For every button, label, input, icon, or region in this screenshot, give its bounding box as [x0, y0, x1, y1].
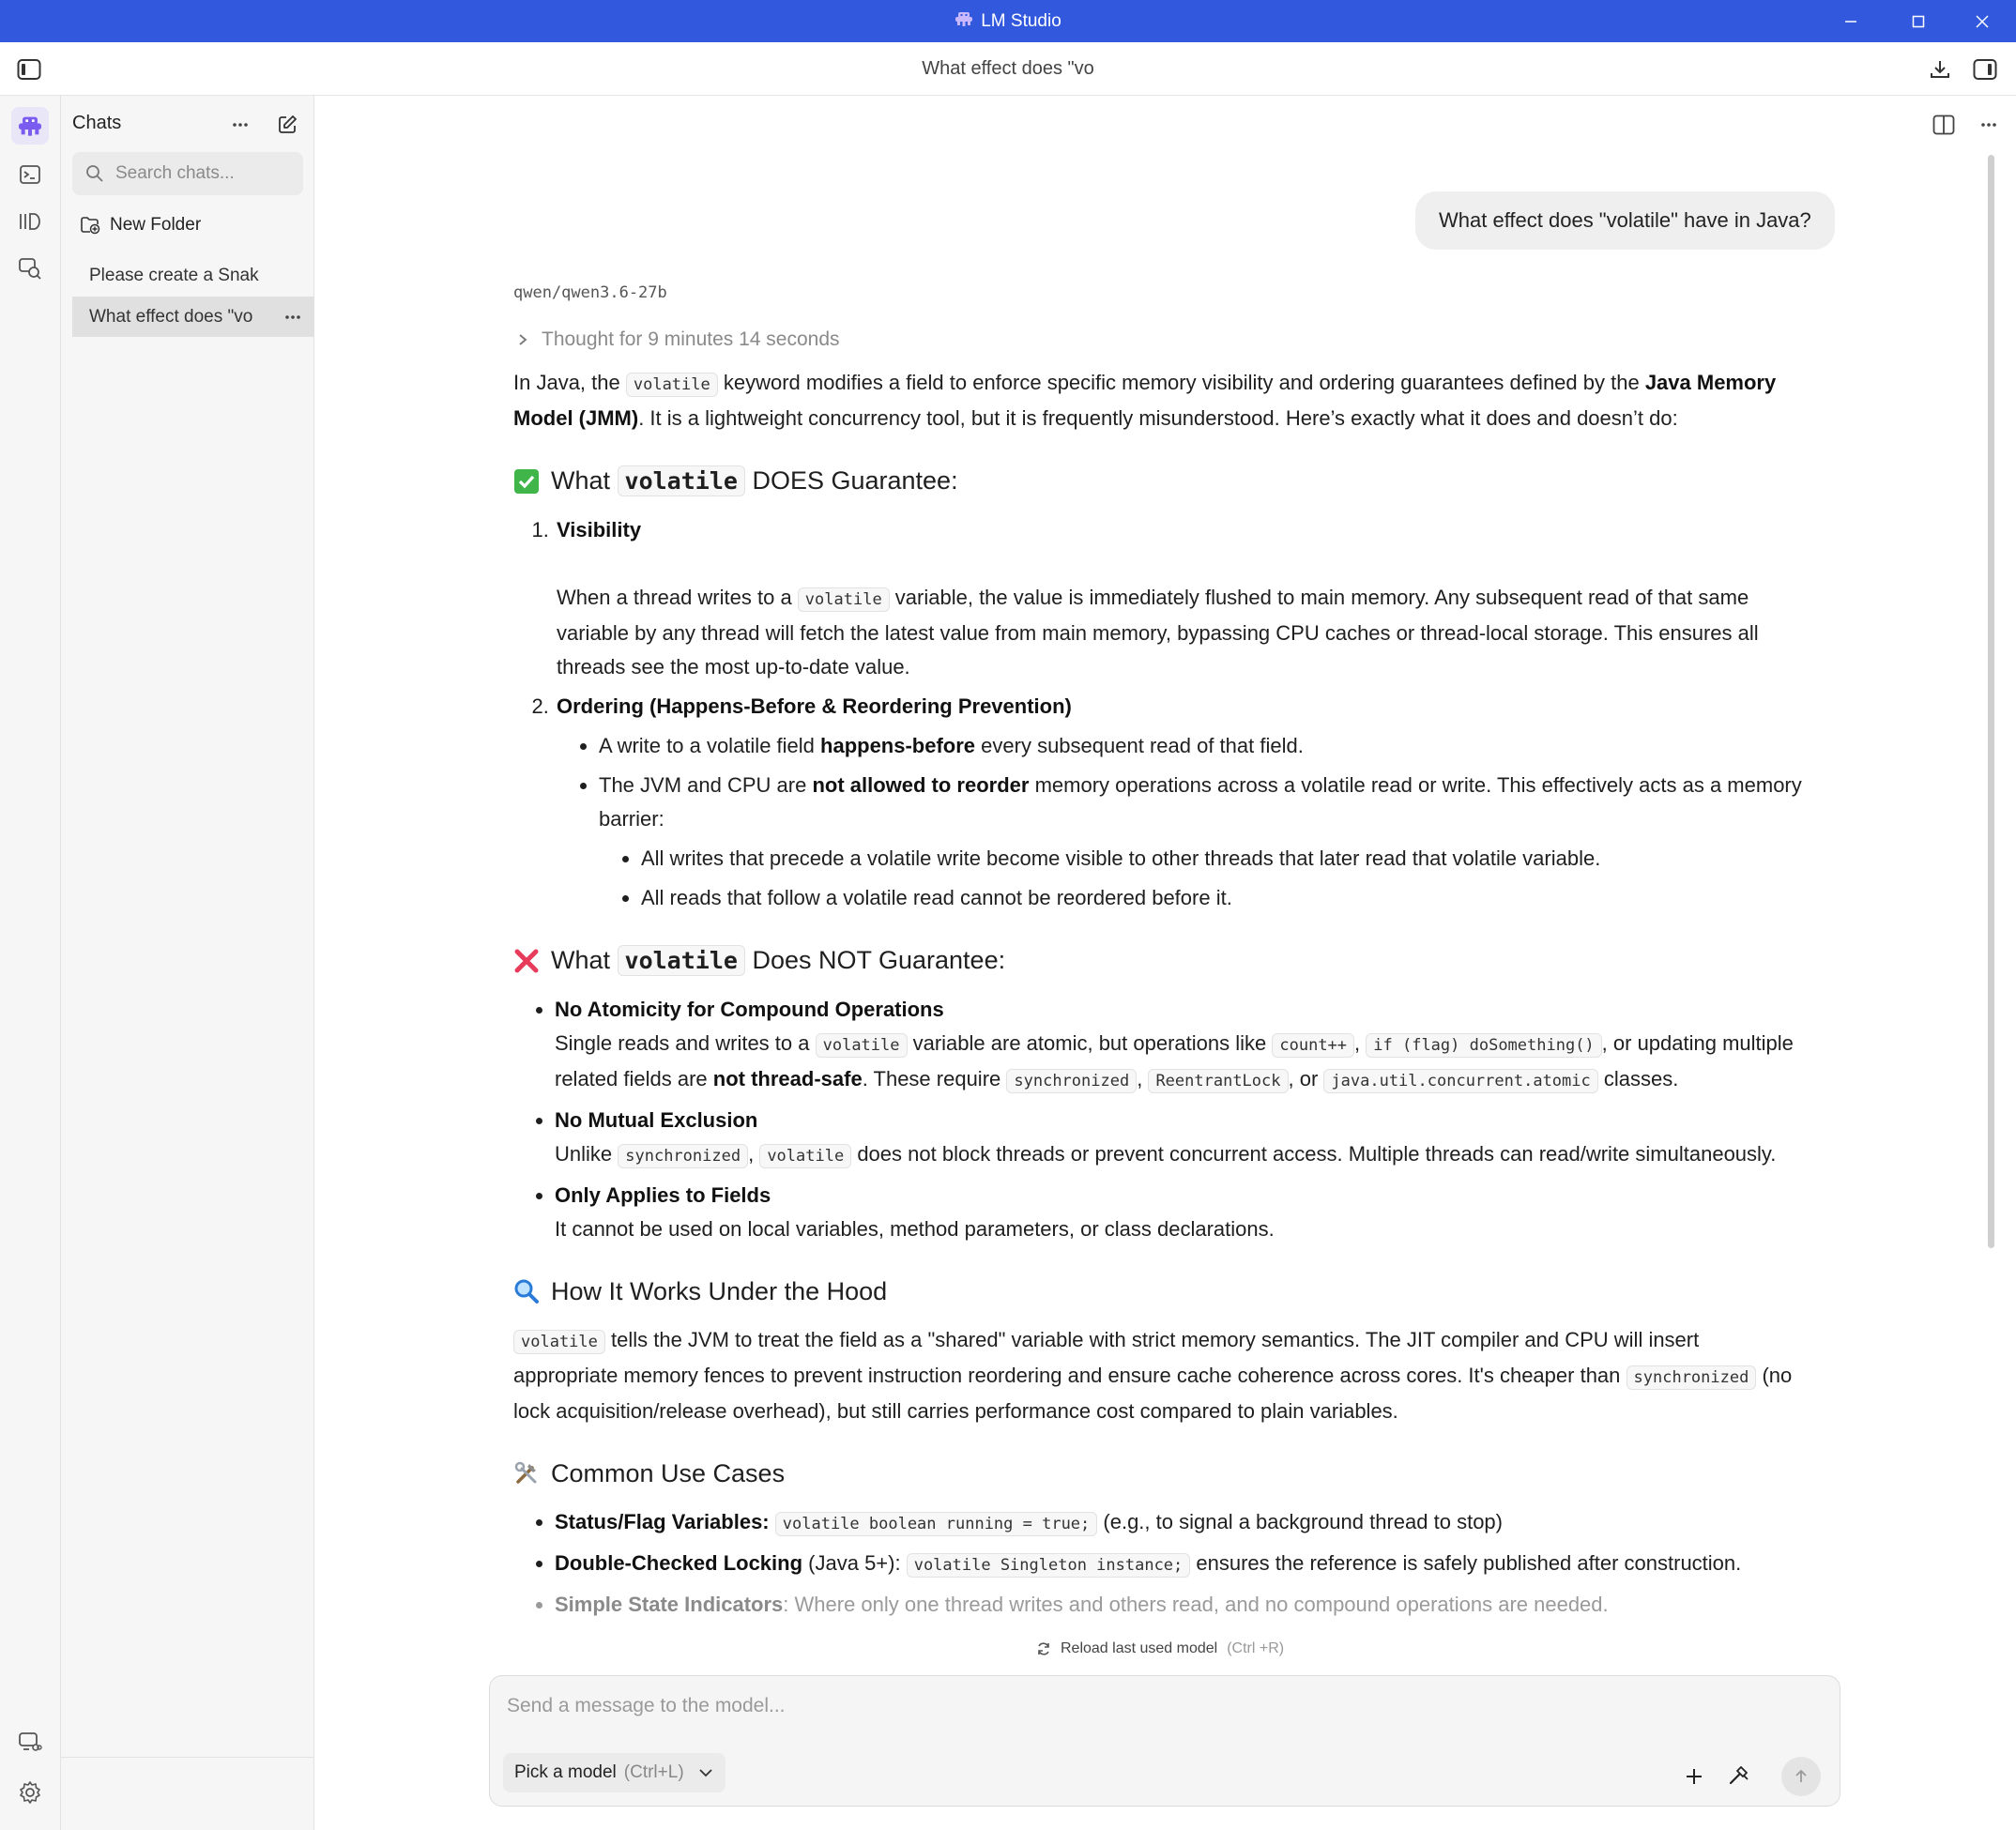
new-folder-label: New Folder [110, 215, 202, 235]
close-icon [1975, 14, 1990, 29]
rail-settings-button[interactable] [11, 1774, 49, 1811]
reload-label: Reload last used model [1061, 1640, 1218, 1656]
send-button[interactable] [1781, 1757, 1821, 1796]
minimize-icon [1843, 14, 1858, 29]
chat-list-item-active[interactable] [72, 297, 314, 337]
new-folder-button[interactable] [80, 210, 201, 240]
user-message-text: What effect does "volatile" have in Java? [1439, 208, 1811, 232]
reload-model-button[interactable] [1036, 1635, 1284, 1663]
list-item: • The JVM and CPU are not allowed to reorder memory operations across a volatile read or write. This effectively acts as a memory barrier: • All writes that precede a volatile write become visible to other threads that later read that volatile variable. • All reads that follow a volatile read cannot be reordered before it. [599, 769, 1809, 915]
list-item: • A write to a volatile field happens-before every subsequent read of that field. [599, 729, 1809, 763]
message-input[interactable] [507, 1695, 1802, 1732]
compose-icon [277, 114, 298, 135]
section-heading-under-the-hood: How It Works Under the Hood [513, 1273, 1809, 1310]
sidebar-heading: Chats [72, 113, 122, 133]
guarantees-list [555, 513, 1809, 915]
chat-scrollbar[interactable] [1988, 155, 1994, 1248]
chats-sidebar [61, 96, 314, 1830]
right-panel-icon [1973, 58, 1997, 81]
attach-button[interactable] [1676, 1759, 1712, 1794]
chat-mascot-icon [17, 114, 43, 137]
rail-developer-button[interactable] [11, 156, 49, 193]
rail-remote-button[interactable] [11, 1723, 49, 1761]
arrow-up-icon [1792, 1767, 1810, 1786]
list-item: • No Atomicity for Compound Operations Single reads and writes to a volatile variable are atomic, but operations like count++ , if (flag) doSomething() , or updating multiple related fields are not thread-safe. These require synchronized , ReentrantLock , or java.util.concurrent.atomic classes. [555, 993, 1809, 1098]
message-composer [489, 1675, 1840, 1807]
lm-studio-logo-icon [955, 10, 973, 33]
list-item: 2. Ordering (Happens-Before & Reordering Prevention) • A write to a volatile field happens-before every subsequent read of that field. • The JVM and CPU are not allowed to reorder memory operations across a volatile read or write. This effectively acts as a memory barrier: • All writes that precede a volatile write become visible to other threads that later read that volatile variable. • All reads that follow a volatile read cannot be reordered before it. [555, 690, 1809, 915]
list-item: • Double-Checked Locking (Java 5+): volatile Singleton instance; ensures the reference is safely published after construction. [555, 1547, 1809, 1582]
gear-icon [18, 1780, 42, 1805]
section-heading-use-cases: Common Use Cases [513, 1455, 1809, 1492]
new-chat-button[interactable] [271, 109, 303, 141]
thought-label: Thought for 9 minutes 14 seconds [542, 328, 840, 350]
minimize-button[interactable] [1821, 0, 1881, 42]
chat-list-item[interactable] [72, 255, 314, 296]
intro-paragraph: In Java, the volatile keyword modifies a field to enforce specific memory visibility and ordering guarantees defined by the Java Memory Model (JMM). It is a lightweight concurrency tool, but it is frequently misunderstood. Here’s exactly what it does and doesn’t do: [513, 371, 1777, 430]
model-name-label: qwen/qwen3.6-27b [513, 283, 667, 302]
search-icon [85, 164, 104, 183]
split-view-button[interactable] [1928, 109, 1960, 141]
chevron-down-icon [697, 1767, 714, 1778]
download-button[interactable] [1924, 53, 1956, 85]
plus-icon [1684, 1766, 1704, 1787]
library-icon [18, 210, 42, 233]
maximize-button[interactable] [1888, 0, 1948, 42]
more-horizontal-icon [232, 122, 249, 128]
model-picker-label: Pick a model [514, 1762, 617, 1782]
window-titlebar [0, 0, 2016, 42]
chat-item-more-button[interactable] [284, 297, 301, 337]
list-item: • Only Applies to Fields It cannot be used on local variables, method parameters, or class declarations. [555, 1179, 1809, 1246]
conversation-title: What effect does "vo [922, 58, 1094, 79]
refresh-icon [1036, 1641, 1051, 1656]
rail-models-button[interactable] [11, 203, 49, 240]
reload-shortcut: (Ctrl +R) [1227, 1640, 1285, 1656]
list-item: • All reads that follow a volatile read cannot be reordered before it. [641, 881, 1809, 915]
discover-search-icon [18, 256, 42, 281]
inline-code: volatile [626, 373, 718, 397]
search-chats-field[interactable] [72, 152, 303, 195]
list-item: 1. Visibility When a thread writes to a volatile variable, the value is immediately flushed to main memory. Any subsequent read of that same variable by any thread will fetch the latest value from main memory, bypassing CPU caches or thread-local storage. This ensures all threads see the most up-to-date value. [555, 513, 1809, 684]
rail-discover-button[interactable] [11, 250, 49, 287]
tools-button[interactable] [1721, 1759, 1757, 1794]
chat-item-label: What effect does "vo [89, 306, 253, 327]
limitations-list [555, 993, 1809, 1246]
folder-plus-icon [80, 216, 100, 235]
assistant-response [513, 282, 1809, 1627]
terminal-icon [19, 163, 41, 186]
cross-mark-icon [513, 948, 540, 974]
section-heading-not-guaranteed: What volatile Does NOT Guarantee: [513, 941, 1809, 980]
app-title: LM Studio [981, 10, 1061, 31]
chat-item-label: Please create a Snak [89, 265, 259, 285]
chats-more-button[interactable] [226, 111, 254, 139]
chat-more-button[interactable] [1973, 109, 2005, 141]
tools-icon [513, 1460, 540, 1487]
more-horizontal-icon [1980, 122, 1997, 128]
search-chats-input[interactable] [115, 163, 284, 184]
section-heading-guarantees: What volatile DOES Guarantee: [513, 462, 1809, 500]
model-picker-shortcut: (Ctrl+L) [623, 1762, 684, 1782]
toggle-right-panel-button[interactable] [1969, 53, 2001, 85]
thought-toggle[interactable] [513, 323, 1809, 357]
split-view-icon [1932, 114, 1955, 135]
check-mark-icon [513, 468, 540, 495]
list-item: • Simple State Indicators: Where only one thread writes and others read, and no compound operations are needed. [555, 1588, 1809, 1622]
window-title [0, 0, 2016, 42]
hammer-icon [1728, 1765, 1750, 1788]
chevron-right-icon [517, 332, 528, 347]
user-message-bubble [1415, 191, 1835, 250]
rail-chat-button[interactable] [11, 107, 49, 145]
download-icon [1929, 58, 1951, 81]
sidebar-divider [61, 1757, 314, 1758]
list-item: • No Mutual Exclusion Unlike synchronized , volatile does not block threads or prevent concurrent access. Multiple threads can read/write simultaneously. [555, 1104, 1809, 1173]
maximize-icon [1911, 14, 1926, 29]
close-window-button[interactable] [1952, 0, 2012, 42]
more-horizontal-icon [284, 314, 301, 320]
use-cases-list [555, 1505, 1809, 1622]
model-picker-button[interactable] [503, 1753, 725, 1792]
list-item: • All writes that precede a volatile write become visible to other threads that later read that volatile variable. [641, 842, 1809, 876]
top-toolbar [0, 42, 2016, 96]
left-nav-rail [0, 96, 61, 1830]
under-the-hood-paragraph: volatile tells the JVM to treat the field as a "shared" variable with strict memory semantics. The JIT compiler and CPU will insert appropriate memory fences to prevent instruction reordering and ensure cache coherence across cores. It's cheaper than synchronized (no lock acquisition/release overhead), but still carries performance cost compared to plain variables. [513, 1328, 1793, 1423]
list-item: • Status/Flag Variables: volatile boolean running = true; (e.g., to signal a background thread to stop) [555, 1505, 1809, 1541]
remote-link-icon [18, 1731, 42, 1753]
magnifier-icon [513, 1278, 540, 1304]
